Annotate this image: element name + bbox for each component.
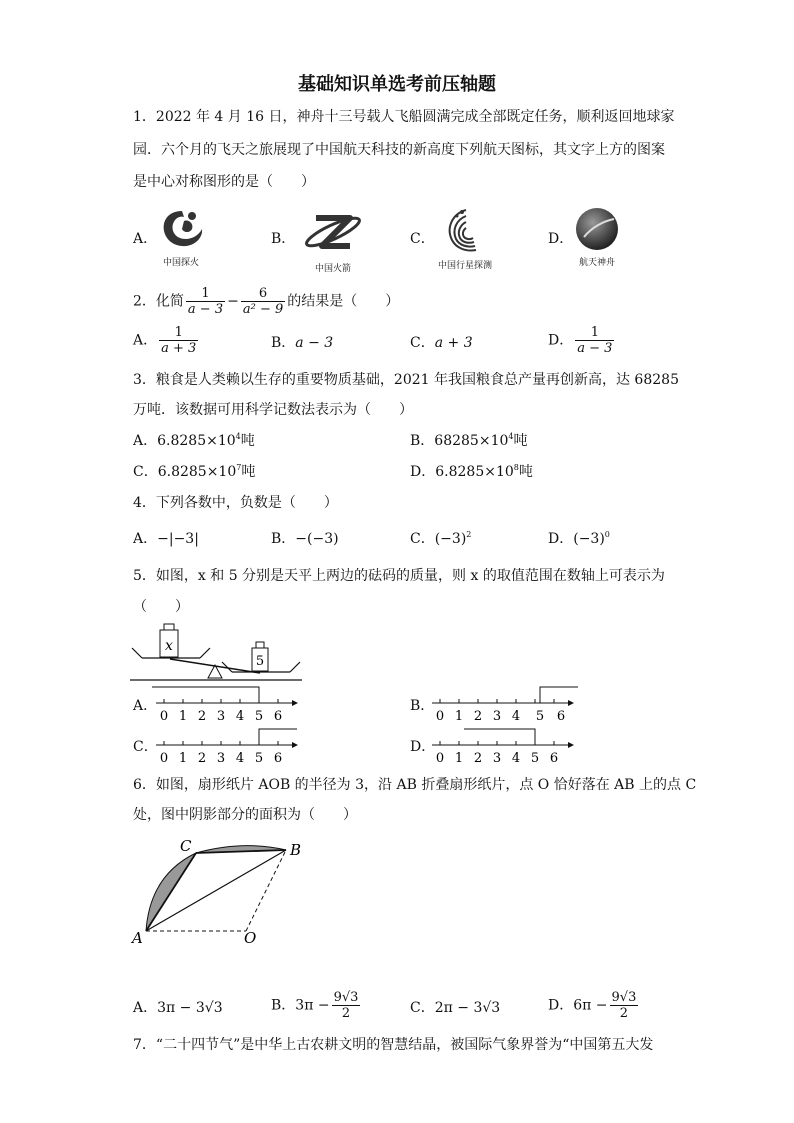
q4-option-d[interactable] (548, 529, 610, 549)
q6-option-d-den: 2 (619, 1006, 629, 1021)
q6-option-a-label: A． (133, 1000, 158, 1016)
q2-option-d[interactable] (548, 325, 616, 356)
q2-option-a[interactable] (133, 325, 200, 356)
q5d-tick: 5 (530, 751, 540, 766)
q5b-tick: 1 (454, 709, 464, 724)
q3-option-a-exp: 4 (235, 432, 241, 441)
q4-option-d-exp: 0 (604, 530, 610, 539)
q6-option-b-pre: 3π − (295, 997, 330, 1014)
q5b-tick: 5 (535, 709, 545, 724)
point-c-label: C (180, 837, 192, 855)
q2-option-d-num: 1 (575, 325, 614, 341)
q2-f1-num: 1 (186, 286, 225, 302)
q5b-tick: 2 (473, 709, 483, 724)
q5-option-a-label[interactable]: A． (133, 698, 158, 714)
q3-option-b-label: B． (410, 433, 435, 449)
q2-stem (133, 286, 399, 322)
q6-line-1: 6．如图，扇形纸片 AOB 的半径为 3，沿 AB 折叠扇形纸片，点 O 恰好落在 AB 上的点 C (133, 777, 697, 793)
q5d-tick: 6 (549, 751, 559, 766)
q6-option-d-pre: 6π − (573, 997, 608, 1014)
q2-fraction-1 (186, 286, 225, 317)
q5-option-d-label[interactable]: D． (410, 739, 436, 755)
q5b-tick: 6 (556, 709, 566, 724)
q5d-tick: 3 (492, 751, 502, 766)
q3-option-a-base: 6.8285×10 (157, 433, 236, 449)
q3-option-d[interactable] (410, 462, 533, 482)
q2-prefix: 2．化简 (133, 293, 184, 310)
q5-option-a-number-line (152, 684, 302, 724)
q3-option-c-exp: 7 (236, 463, 242, 472)
q1-option-c-caption: 中国行星探测 (437, 261, 492, 271)
china-planetary-exploration-logo (440, 206, 492, 256)
q5-option-d-number-line (428, 726, 578, 766)
q2-minus: − (227, 293, 239, 310)
q5a-tick: 2 (197, 709, 207, 724)
q2-option-c[interactable] (410, 333, 473, 353)
q1-line-1: 1．2022 年 4 月 16 日，神舟十三号载人飞船圆满完成全部既定任务，顺利返回地球家 (133, 109, 675, 125)
q2-option-d-den: a − 3 (577, 341, 613, 356)
q5b-tick: 3 (492, 709, 502, 724)
q5d-tick: 0 (435, 751, 445, 766)
q2-option-c-text: a + 3 (434, 335, 473, 351)
q4-option-d-label: D． (548, 531, 574, 547)
q5c-tick: 1 (178, 751, 188, 766)
q1-option-b-caption: 中国火箭 (314, 264, 351, 274)
q4-stem: 4．下列各数中，负数是（ ） (133, 495, 338, 511)
q5a-tick: 0 (159, 709, 169, 724)
q6-option-d-num: 9√3 (611, 990, 637, 1005)
q5a-tick: 4 (235, 709, 245, 724)
q2-option-b-label: B． (271, 335, 296, 351)
q6-sector-figure (128, 835, 318, 953)
q2-f2-num: 6 (241, 286, 285, 302)
q5-line-2: （ ） (133, 599, 189, 615)
point-a-label: A (132, 929, 143, 947)
q3-line-2: 万吨．该数据可用科学记数法表示为（ ） (133, 402, 413, 418)
q6-option-d-label: D． (548, 997, 574, 1014)
q1-line-2: 园．六个月的飞天之旅展现了中国航天科技的新高度下列航天图标，其文字上方的图案 (133, 142, 665, 158)
q3-option-d-label: D． (410, 464, 436, 480)
q5-weight-left-label: x (165, 638, 173, 654)
q1-option-c-label[interactable]: C． (410, 231, 435, 247)
q5c-tick: 2 (197, 751, 207, 766)
q2-option-b-text: a − 3 (295, 335, 334, 351)
q3-option-a-label: A． (133, 433, 158, 449)
q5c-tick: 3 (216, 751, 226, 766)
shenzhou-logo (574, 207, 620, 253)
q3-option-a-unit: 吨 (240, 433, 255, 449)
q1-option-d-label[interactable]: D． (548, 231, 574, 247)
q4-option-d-base: (−3) (573, 531, 605, 547)
page-title: 基础知识单选考前压轴题 (298, 74, 496, 95)
q7-line-1: 7．“二十四节气”是中华上古农耕文明的智慧结晶，被国际气象界誉为“中国第五大发 (133, 1037, 654, 1053)
q3-option-c-unit: 吨 (241, 464, 256, 480)
q6-option-c-text: 2π − 3√3 (434, 1000, 501, 1016)
q4-option-a[interactable] (133, 529, 199, 549)
q5-weight-right-label: 5 (255, 654, 265, 669)
q6-option-b-den: 2 (341, 1006, 351, 1021)
q5d-tick: 1 (454, 751, 464, 766)
q4-option-c-label: C． (410, 531, 435, 547)
q5b-tick: 0 (435, 709, 445, 724)
q1-option-b-label[interactable]: B． (271, 231, 296, 247)
q4-option-c-base: (−3) (434, 531, 467, 547)
q5c-tick: 0 (159, 751, 169, 766)
q3-option-d-exp: 8 (513, 463, 519, 472)
q5-option-b-number-line (428, 684, 580, 724)
q5d-tick: 2 (473, 751, 483, 766)
q4-option-a-text: −|−3| (157, 531, 199, 547)
q5a-tick: 5 (254, 709, 264, 724)
q3-option-c[interactable] (133, 462, 255, 482)
q5-option-c-label[interactable]: C． (133, 739, 158, 755)
q5c-tick: 4 (235, 751, 245, 766)
q4-option-b-label: B． (271, 531, 296, 547)
q5-line-1: 5．如图，x 和 5 分别是天平上两边的砝码的质量，则 x 的取值范围在数轴上可表示为 (133, 568, 665, 584)
balance-scale-figure (130, 622, 310, 684)
q5c-tick: 6 (273, 751, 283, 766)
q4-option-a-label: A． (133, 531, 158, 547)
q5a-tick: 1 (178, 709, 188, 724)
q6-line-2: 处，图中阴影部分的面积为（ ） (133, 807, 357, 823)
q1-option-d-caption: 航天神舟 (578, 258, 615, 268)
q2-option-d-label: D． (548, 332, 574, 349)
q5a-tick: 6 (273, 709, 283, 724)
q3-line-1: 3．粮食是人类赖以生存的重要物质基础，2021 年我国粮食总产量再创新高，达 68285 (133, 372, 679, 388)
q2-f2-den: a² − 9 (242, 302, 284, 317)
q3-option-d-unit: 吨 (518, 464, 533, 480)
q6-option-a-text: 3π − 3√3 (157, 1000, 223, 1016)
q4-option-b[interactable] (271, 529, 339, 549)
q3-option-b-base: 68285×10 (434, 433, 509, 449)
q5d-tick: 4 (511, 751, 521, 766)
q3-option-b-exp: 4 (508, 432, 514, 441)
q2-option-c-label: C． (410, 335, 435, 351)
q2-f1-den: a − 3 (187, 302, 224, 317)
q4-option-b-text: −(−3) (295, 531, 339, 547)
q3-option-b[interactable] (410, 431, 527, 451)
q3-option-c-label: C． (133, 464, 158, 480)
q6-option-c-label: C． (410, 1000, 435, 1016)
q1-option-a-caption: 中国探火 (162, 258, 199, 268)
q3-option-b-unit: 吨 (513, 433, 528, 449)
q1-option-a-label[interactable]: A． (133, 231, 158, 247)
q2-suffix: 的结果是（ ） (287, 293, 400, 310)
q3-option-a[interactable] (133, 431, 255, 451)
q5c-tick: 5 (254, 751, 264, 766)
q3-option-d-base: 6.8285×10 (435, 464, 514, 480)
q2-option-a-num: 1 (159, 325, 198, 341)
q2-fraction-2 (241, 286, 285, 317)
q4-option-c-exp: 2 (466, 530, 472, 539)
q2-option-a-label: A． (133, 332, 158, 349)
point-o-label: O (244, 929, 257, 947)
q5a-tick: 3 (216, 709, 226, 724)
q3-option-c-base: 6.8285×10 (157, 464, 237, 480)
q6-option-a[interactable] (133, 998, 223, 1018)
q2-option-a-den: a + 3 (161, 341, 197, 356)
q2-option-b[interactable] (271, 333, 333, 353)
q6-option-d[interactable] (548, 990, 640, 1021)
q5-option-c-number-line (152, 726, 302, 766)
point-b-label: B (290, 841, 302, 859)
q5-option-b-label[interactable]: B． (410, 698, 435, 714)
china-rocket-logo (302, 208, 364, 256)
q5b-tick: 4 (511, 709, 521, 724)
q6-option-b-label: B． (271, 997, 296, 1014)
q6-option-b-num: 9√3 (333, 990, 359, 1005)
china-mars-exploration-logo (158, 207, 208, 252)
q6-option-c[interactable] (410, 998, 500, 1018)
q1-line-3: 是中心对称图形的是（ ） (133, 174, 315, 190)
q6-option-b[interactable] (271, 990, 362, 1021)
q4-option-c[interactable] (410, 529, 471, 549)
